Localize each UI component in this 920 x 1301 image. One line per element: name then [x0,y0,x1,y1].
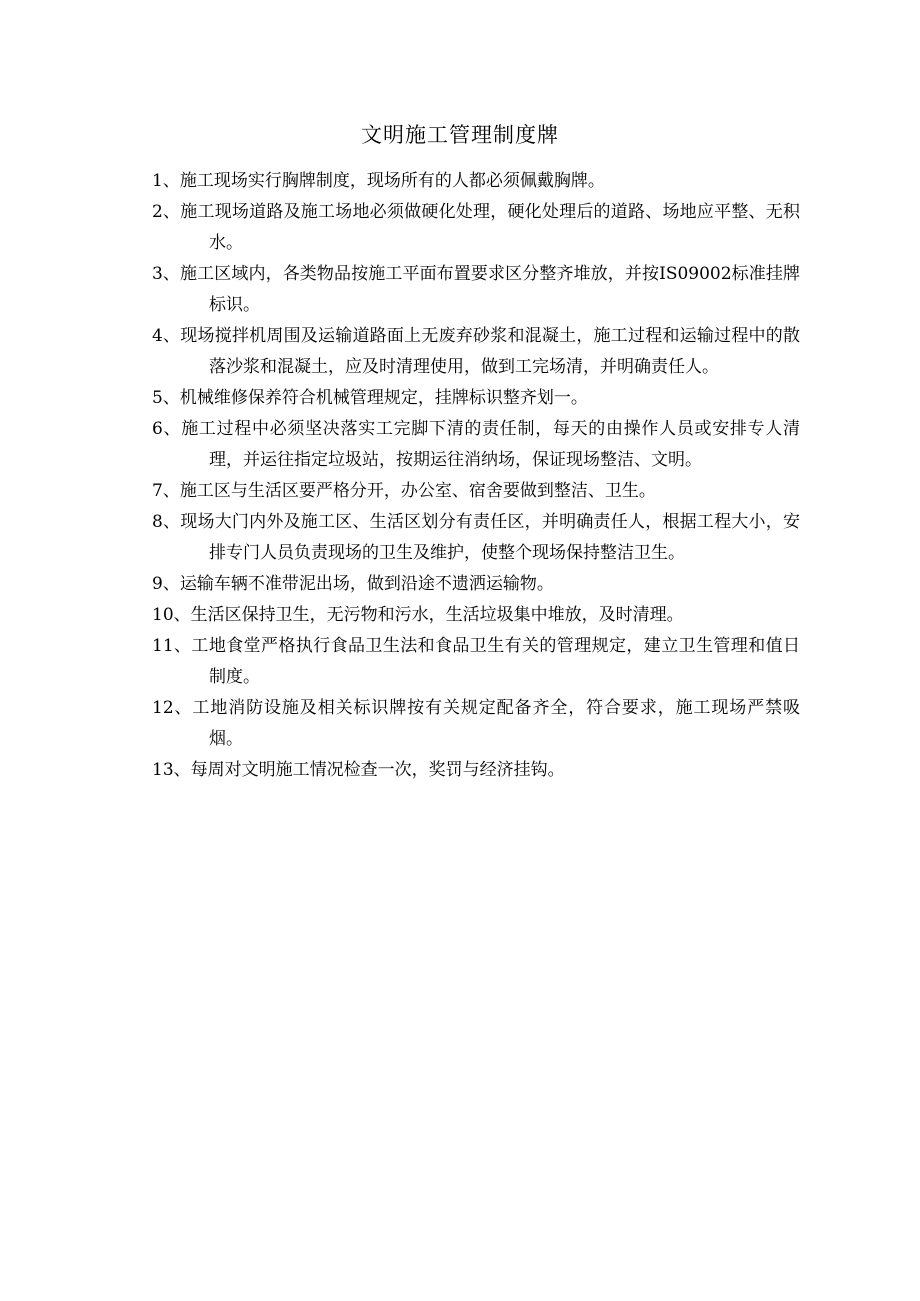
rule-item: 9、运输车辆不准带泥出场，做到沿途不遗洒运输物。 [152,574,554,594]
rule-item: 4、现场搅拌机周围及运输道路面上无废弃砂浆和混凝土，施工过程和运输过程中的散落沙浆和混凝土，应及时清理使用，做到工完场清，并明确责任人。 [152,326,800,377]
rule-item: 2、施工现场道路及施工场地必须做硬化处理，硬化处理后的道路、场地应平整、无积水。 [152,202,800,253]
rule-item: 6、施工过程中必须坚决落实工完脚下清的责任制，每天的由操作人员或安排专人清理，并运往指定垃圾站，按期运往消纳场，保证现场整洁、文明。 [152,419,800,470]
rule-item: 1、施工现场实行胸牌制度，现场所有的人都必须佩戴胸牌。 [152,171,605,191]
rules-list [152,166,800,786]
rule-item: 13、每周对文明施工情况检查一次，奖罚与经济挂钩。 [152,760,565,780]
rule-item: 5、机械维修保养符合机械管理规定，挂牌标识整齐划一。 [152,388,588,408]
rule-item: 12、工地消防设施及相关标识牌按有关规定配备齐全，符合要求，施工现场严禁吸烟。 [152,698,800,749]
document-title: 文明施工管理制度牌 [361,123,559,147]
rule-item: 10、生活区保持卫生，无污物和污水，生活垃圾集中堆放，及时清理。 [152,605,684,625]
rule-item: 8、现场大门内外及施工区、生活区划分有责任区，并明确责任人，根据工程大小，安排专门人员负责现场的卫生及维护，使整个现场保持整洁卫生。 [152,512,800,563]
rule-item: 11、工地食堂严格执行食品卫生法和食品卫生有关的管理规定，建立卫生管理和值日制度。 [152,636,800,687]
rule-item: 7、施工区与生活区要严格分开，办公室、宿舍要做到整洁、卫生。 [152,481,656,501]
rule-item: 3、施工区域内，各类物品按施工平面布置要求区分整齐堆放，并按IS09002标准挂牌标识。 [152,264,800,315]
